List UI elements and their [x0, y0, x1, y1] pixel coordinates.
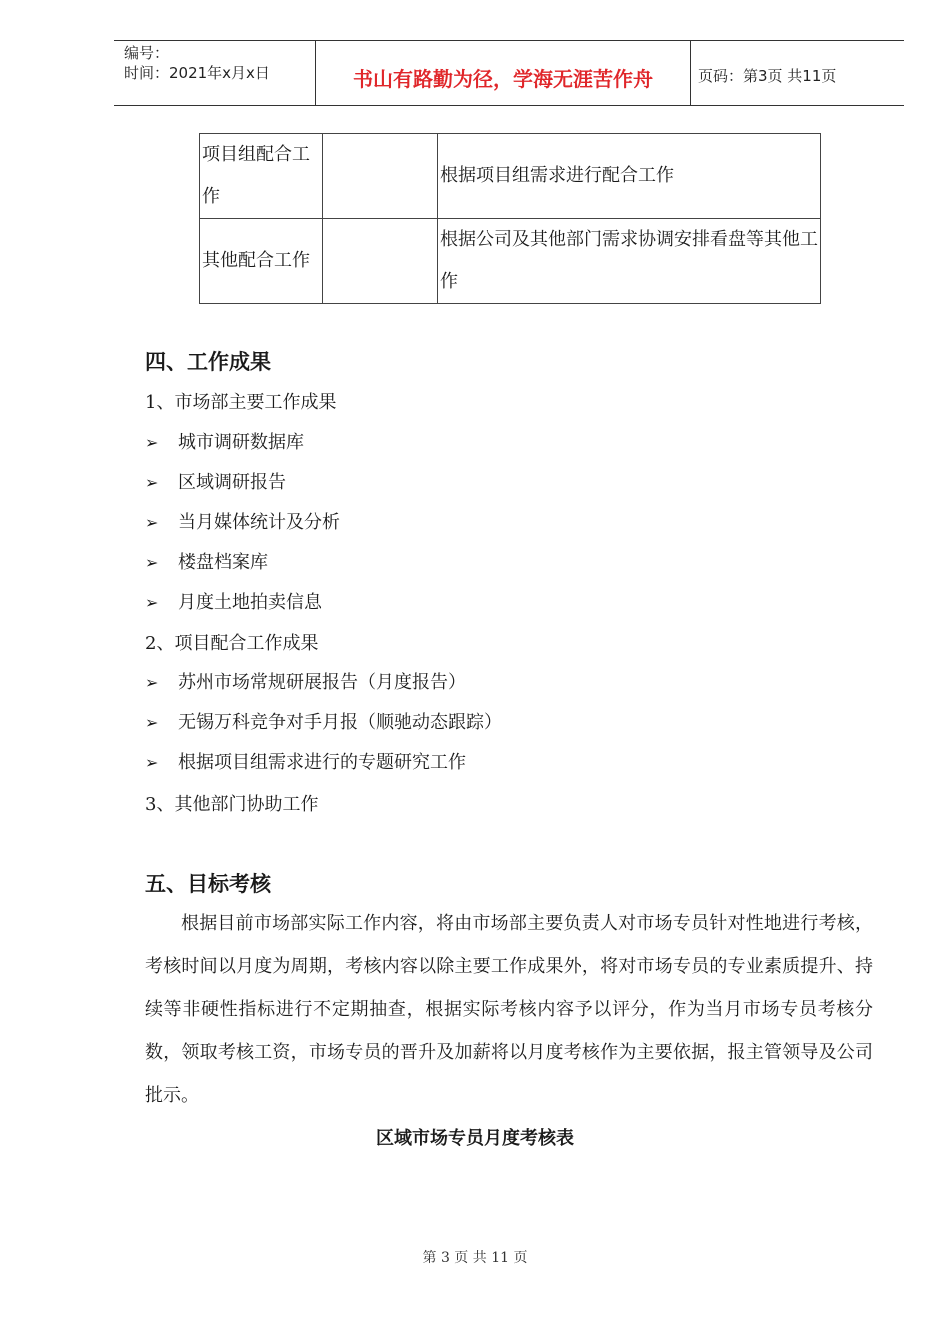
- list-item: [145, 548, 268, 574]
- table-cell: [323, 134, 438, 219]
- cell-text: 其他配合工作: [202, 250, 310, 271]
- table-row: [200, 219, 821, 304]
- subsection-title: 3、其他部门协助工作: [145, 794, 319, 815]
- header-number: 编号：: [124, 44, 170, 62]
- list-item: [145, 708, 502, 734]
- arrow-bullet-icon: ➢: [145, 473, 159, 492]
- list-item: [145, 508, 340, 534]
- list-item: [145, 588, 322, 614]
- header-time: 时间：2021年x月x日: [124, 64, 270, 82]
- list-item-text: 苏州市场常规研展报告（月度报告）: [178, 672, 466, 693]
- arrow-bullet-icon: ➢: [145, 553, 159, 572]
- table-row: [200, 134, 821, 219]
- subsection-title: 2、项目配合工作成果: [145, 633, 319, 654]
- cell-text: 项目组配合工作: [202, 144, 310, 207]
- list-item-text: 楼盘档案库: [178, 552, 268, 573]
- list-item-text: 区域调研报告: [178, 472, 286, 493]
- work-table: [199, 133, 821, 304]
- list-item: [145, 428, 304, 454]
- cell-text: 根据项目组需求进行配合工作: [440, 165, 674, 186]
- table-cell: [200, 219, 323, 304]
- header-page-info: 页码：第3页 共11页: [698, 67, 837, 85]
- table-cell: [200, 134, 323, 219]
- list-item-text: 根据项目组需求进行的专题研究工作: [178, 752, 466, 773]
- table-caption: 区域市场专员月度考核表: [376, 1128, 574, 1149]
- list-item-text: 城市调研数据库: [178, 432, 304, 453]
- page-header: [114, 40, 904, 106]
- header-motto: 书山有路勤为径，学海无涯苦作舟: [353, 67, 653, 91]
- page-footer: 第 3 页 共 11 页: [422, 1250, 528, 1266]
- arrow-bullet-icon: ➢: [145, 673, 159, 692]
- arrow-bullet-icon: ➢: [145, 433, 159, 452]
- arrow-bullet-icon: ➢: [145, 713, 159, 732]
- list-item-text: 无锡万科竞争对手月报（顺驰动态跟踪）: [178, 712, 502, 733]
- cell-text: 根据公司及其他部门需求协调安排看盘等其他工作: [440, 229, 818, 292]
- subsection-title: 1、市场部主要工作成果: [145, 392, 337, 413]
- list-item-text: 当月媒体统计及分析: [178, 512, 340, 533]
- table-cell: [438, 219, 821, 304]
- body-paragraph: 根据目前市场部实际工作内容，将由市场部主要负责人对市场专员针对性地进行考核，考核时间以月度为周期，考核内容以除主要工作成果外，将对市场专员的专业素质提升、持续等非硬性指标进行不定期抽查，根据实际考核内容予以评分，作为当月市场专员考核分数，领取考核工资，市场专员的晋升及加薪将以月度考核作为主要依据，报主管领导及公司批示。: [145, 913, 873, 1106]
- list-item: [145, 668, 466, 694]
- arrow-bullet-icon: ➢: [145, 513, 159, 532]
- list-item-text: 月度土地拍卖信息: [178, 592, 322, 613]
- section-heading: 五、目标考核: [145, 872, 271, 896]
- table-cell: [438, 134, 821, 219]
- table-cell: [323, 219, 438, 304]
- section-heading: 四、工作成果: [145, 350, 271, 374]
- arrow-bullet-icon: ➢: [145, 753, 159, 772]
- list-item: [145, 468, 286, 494]
- list-item: [145, 748, 466, 774]
- header-meta: [124, 43, 270, 83]
- arrow-bullet-icon: ➢: [145, 593, 159, 612]
- header-divider: [690, 41, 691, 105]
